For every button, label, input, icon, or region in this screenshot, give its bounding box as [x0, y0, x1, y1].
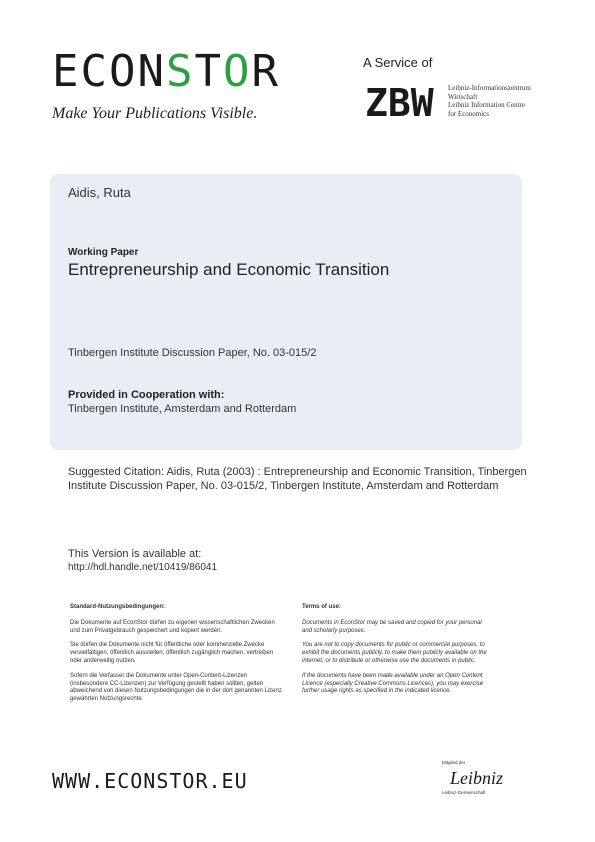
- suggested-citation: Suggested Citation: Aidis, Ruta (2003) : Entrepreneurship and Economic Transition, Tinbergen Institute Discussion Paper, No. 03-015/2, Tinbergen Institute, Amsterdam and Rotterdam: [68, 466, 527, 492]
- terms-german: [70, 604, 285, 711]
- econstor-website-link[interactable]: WWW.ECONSTOR.EU: [52, 769, 248, 793]
- leibniz-member-label: Mitglied der: [442, 760, 466, 765]
- zbw-name-block: [448, 84, 568, 118]
- terms-english: [302, 604, 492, 703]
- zbw-line: Wirtschaft: [448, 92, 478, 101]
- logo-letter: O: [222, 46, 252, 97]
- handle-link[interactable]: http://hdl.handle.net/10419/86041: [68, 562, 218, 573]
- document-type-label: Working Paper: [68, 247, 139, 258]
- logo-part-stor: [166, 46, 280, 97]
- logo-part-econ: ECON: [52, 46, 166, 97]
- zbw-logo-text: ZBW: [365, 84, 434, 120]
- zbw-line: for Economics: [448, 109, 490, 118]
- zbw-logo-icon: [365, 84, 441, 120]
- terms-en-paragraph: If the documents have been made available under an Open Content Licence (especially Creative Commons Licences), you may exercise further usage rights as specified in the indicated licence.: [302, 672, 484, 695]
- tagline: Make Your Publications Visible.: [52, 105, 258, 122]
- leibniz-sub-label: Leibniz-Gemeinschaft: [442, 790, 486, 795]
- terms-en-paragraph: You are not to copy documents for public or commercial purposes, to exhibit the documents publicly, to make them publicly available on the internet, or to distribute or otherwise use the documents in public.: [302, 642, 487, 664]
- leibniz-association-logo: [440, 758, 510, 800]
- provided-label: Provided in Cooperation with:: [68, 389, 225, 401]
- terms-de-heading: Standard-Nutzungsbedingungen:: [70, 604, 165, 610]
- version-label: This Version is available at:: [68, 548, 202, 560]
- author-name: Aidis, Ruta: [68, 185, 131, 200]
- logo-letter: T: [194, 46, 223, 97]
- provided-by: Tinbergen Institute, Amsterdam and Rotterdam: [68, 403, 297, 415]
- terms-de-paragraph: Sie dürfen die Dokumente nicht für öffentliche oder kommerzielle Zwecke vervielfältigen, öffentlich ausstellen, öffentlich zugänglich machen, vertreiben oder anderweitig nutzen.: [70, 642, 274, 664]
- zbw-line: Leibniz Information Centre: [448, 101, 525, 110]
- terms-en-heading: Terms of use:: [302, 604, 341, 610]
- logo-letter: R: [251, 46, 280, 97]
- zbw-line: Leibniz-Informationszentrum: [448, 84, 531, 92]
- service-label: A Service of: [363, 55, 433, 70]
- series-info: Tinbergen Institute Discussion Paper, No. 03-015/2: [68, 347, 317, 359]
- terms-de-paragraph: Die Dokumente auf EconStor dürfen zu eigenen wissenschaftlichen Zwecken und zum Privatgebrauch gespeichert und kopiert werden.: [70, 619, 275, 634]
- logo-letter: S: [165, 46, 195, 97]
- terms-en-paragraph: Documents in EconStor may be saved and copied for your personal and scholarly purposes.: [302, 619, 482, 634]
- document-title: Entrepreneurship and Economic Transition: [68, 260, 390, 279]
- leibniz-signature: Leibniz: [450, 768, 504, 788]
- econstor-logo: [52, 46, 280, 97]
- terms-de-paragraph: Sofern die Verfasser die Dokumente unter Open-Content-Lizenzen (insbesondere CC-Lizenzen) zur Verfügung gestellt haben sollten, gelten abweichend von diesen Nutzungsbedingungen die in der dort genannten Lizenz gewährten Nutzungsrechte.: [70, 672, 282, 703]
